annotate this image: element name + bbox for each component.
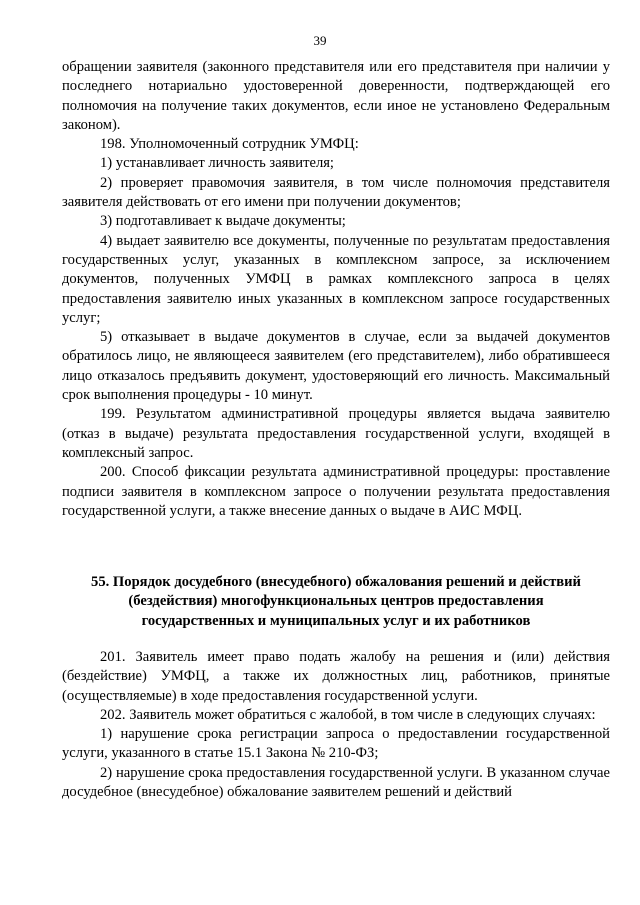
section-heading-line: (бездействия) многофункциональных центров предоставления <box>128 593 544 610</box>
list-item-202-1: 1) нарушение срока регистрации запроса о предоставлении государственной услуги, указанного в статье 15.1 Закона № 210-ФЗ; <box>62 726 610 762</box>
list-item-198-5: 5) отказывает в выдаче документов в случае, если за выдачей документов обратилось лицо, не являющееся заявителем (его представителем), либо обратившееся лицо отказалось предъявить документ, удостоверяющий его личность. Максимальный срок выполнения процедуры - 10 минут. <box>62 329 610 404</box>
paragraph-202: 202. Заявитель может обратиться с жалобой, в том числе в следующих случаях: <box>100 706 596 723</box>
body-text-top <box>62 58 610 521</box>
list-item-198-2: 2) проверяет правомочия заявителя, в том числе полномочия представителя заявителя действовать от его имени при получении документов; <box>62 174 610 211</box>
body-text-bottom <box>62 648 610 802</box>
section-heading-line: государственных и муниципальных услуг и их работников <box>141 612 531 629</box>
paragraph-continuation: обращении заявителя (законного представителя или его представителя при наличии у последнего нотариально удостоверенной доверенности, подтверждающей его полномочия на получение таких документов, если иное не установлено Федеральным законом). <box>62 59 610 133</box>
page-number: 39 <box>313 33 327 48</box>
paragraph-199: 199. Результатом административной процедуры является выдача заявителю (отказ в выдаче) результата предоставления государственной услуги, входящей в комплексный запрос. <box>62 406 610 461</box>
list-item-202-2: 2) нарушение срока предоставления государственной услуги. В указанном случае досудебное (внесудебное) обжалование заявителем решений и действий <box>62 764 610 801</box>
paragraph-198: 198. Уполномоченный сотрудник УМФЦ: <box>100 136 359 153</box>
section-heading-line: 55. Порядок досудебного (внесудебного) обжалования решений и действий <box>91 574 581 590</box>
section-heading <box>62 573 610 631</box>
paragraph-201: 201. Заявитель имеет право подать жалобу на решения и (или) действия (бездействие) УМФЦ, а также их должностных лиц, работников, принятые (осуществляемые) в ходе предоставления государственной услуги. <box>62 649 610 704</box>
list-item-198-4: 4) выдает заявителю все документы, полученные по результатам предоставления государственных услуг, указанных в комплексном запросе, за исключением документов, полученных УМФЦ в рамках комплексного запроса в целях предоставления заявителю иных указанных в комплексном запросе государственных услуг; <box>62 232 610 326</box>
paragraph-200: 200. Способ фиксации результата административной процедуры: проставление подписи заявителя в комплексном запросе о получении результата предоставления государственной услуги, а также внесение данных о выдаче в АИС МФЦ. <box>62 464 610 519</box>
list-item-198-1: 1) устанавливает личность заявителя; <box>100 155 334 172</box>
list-item-198-3: 3) подготавливает к выдаче документы; <box>100 213 346 230</box>
